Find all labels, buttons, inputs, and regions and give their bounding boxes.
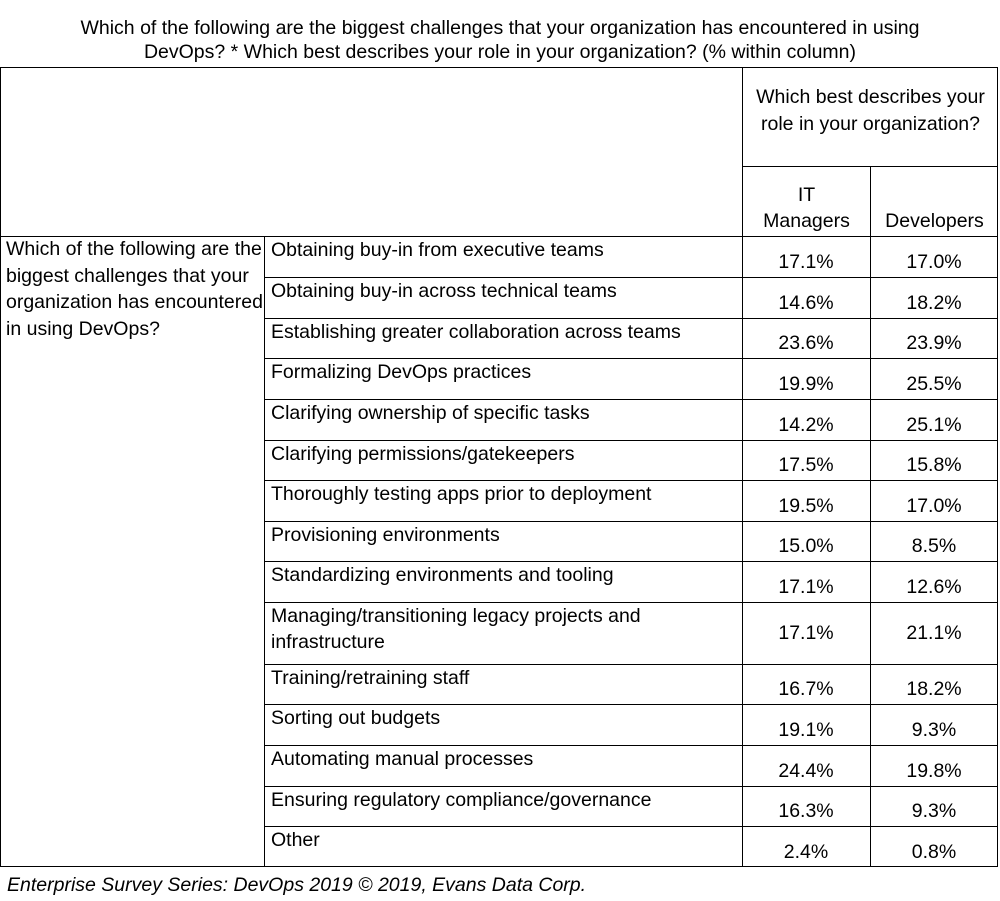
row-category-label: Managing/transitioning legacy projects and infrastructure: [271, 605, 641, 653]
cell-it-managers: 19.1%: [778, 719, 834, 741]
cell-developers: 18.2%: [906, 678, 962, 700]
cell-developers: 23.9%: [906, 332, 962, 354]
row-category-label: Sorting out budgets: [271, 707, 441, 729]
cell-developers: 17.0%: [906, 495, 962, 517]
cell-it-managers: 19.9%: [778, 373, 834, 395]
row-category-label: Obtaining buy-in across technical teams: [271, 280, 617, 302]
cell-it-managers: 17.1%: [778, 251, 834, 273]
column-group-header: Which best describes your role in your organization?: [756, 86, 985, 135]
row-category-label: Clarifying permissions/gatekeepers: [271, 443, 575, 465]
row-category-label: Ensuring regulatory compliance/governance: [271, 789, 652, 811]
cell-it-managers: 23.6%: [778, 332, 834, 354]
row-category-label: Establishing greater collaboration across teams: [271, 321, 681, 343]
source-footer: Enterprise Survey Series: DevOps 2019 © 2019, Evans Data Corp.: [7, 874, 587, 896]
row-category-label: Training/retraining staff: [271, 667, 470, 689]
row-category-label: Clarifying ownership of specific tasks: [271, 402, 590, 424]
row-group-label: Which of the following are the biggest challenges that your organization has encountered in using DevOps?: [6, 238, 263, 340]
cell-developers: 8.5%: [911, 535, 957, 557]
row-category-label: Formalizing DevOps practices: [271, 361, 532, 383]
row-category-label: Obtaining buy-in from executive teams: [271, 239, 604, 261]
cell-developers: 21.1%: [906, 622, 962, 644]
cell-it-managers: 16.3%: [778, 800, 834, 822]
title-line-2: DevOps? * Which best describes your role in your organization? (% within column): [143, 41, 857, 63]
cell-developers: 12.6%: [906, 576, 962, 598]
cell-it-managers: 17.5%: [778, 454, 834, 476]
row-category-label: Provisioning environments: [271, 524, 500, 546]
cell-developers: 18.2%: [906, 292, 962, 314]
cell-developers: 0.8%: [911, 841, 957, 863]
divider-rowlabel: [264, 236, 265, 867]
cell-it-managers: 16.7%: [778, 678, 834, 700]
cell-it-managers: 24.4%: [778, 760, 834, 782]
cell-developers: 19.8%: [906, 760, 962, 782]
cell-it-managers: 19.5%: [778, 495, 834, 517]
cell-developers: 25.1%: [906, 414, 962, 436]
divider-group-header: [742, 166, 998, 167]
cell-it-managers: 14.2%: [778, 414, 834, 436]
table-title: [0, 16, 1000, 64]
cell-developers: 17.0%: [906, 251, 962, 273]
cell-developers: 9.3%: [911, 719, 957, 741]
row-category-label: Automating manual processes: [271, 748, 534, 770]
row-category-label: Other: [271, 829, 320, 851]
cell-developers: 9.3%: [911, 800, 957, 822]
row-category-label: Standardizing environments and tooling: [271, 564, 614, 586]
column-header-developers: Developers: [885, 210, 984, 232]
row-category-label: Thoroughly testing apps prior to deployment: [271, 483, 652, 505]
cell-it-managers: 17.1%: [778, 622, 834, 644]
cell-it-managers: 14.6%: [778, 292, 834, 314]
column-header-it-managers: IT Managers: [763, 184, 850, 232]
cell-developers: 25.5%: [906, 373, 962, 395]
title-line-1: Which of the following are the biggest challenges that your organization has encountered in using: [80, 17, 920, 39]
cell-it-managers: 2.4%: [783, 841, 829, 863]
cell-it-managers: 15.0%: [778, 535, 834, 557]
cell-it-managers: 17.1%: [778, 576, 834, 598]
cell-developers: 15.8%: [906, 454, 962, 476]
